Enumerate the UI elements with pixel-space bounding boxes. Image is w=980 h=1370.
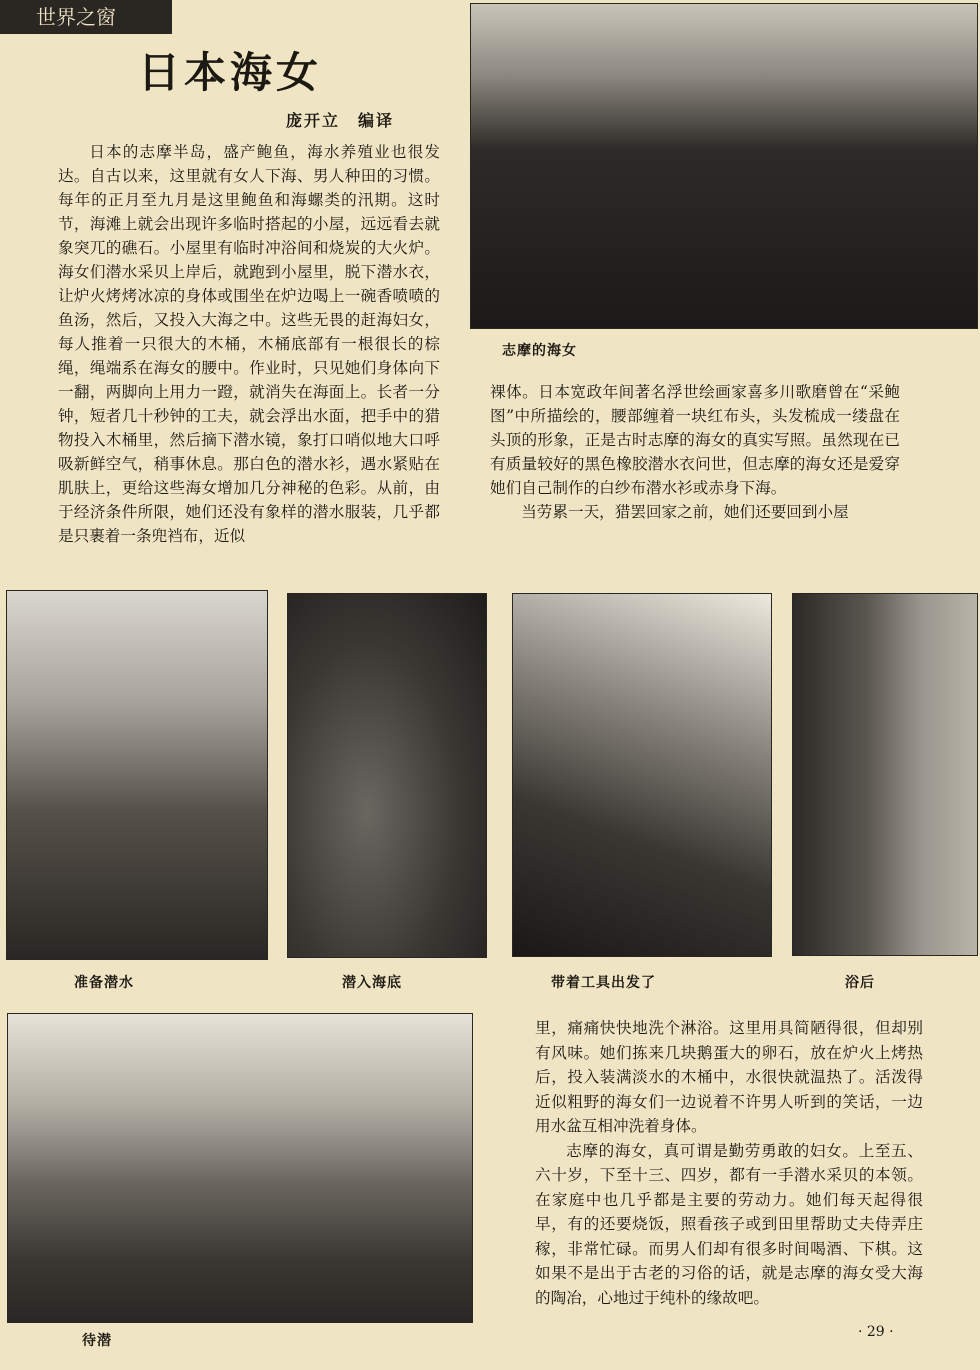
photo-set-out — [512, 593, 772, 957]
photo-prepare-dive — [6, 590, 268, 960]
section-tag: 世界之窗 — [0, 0, 172, 34]
caption-bath: 浴后 — [845, 975, 875, 991]
photo-portrait — [470, 3, 978, 329]
article-byline: 庞开立 编译 — [285, 111, 394, 130]
caption-setout: 带着工具出发了 — [551, 975, 656, 991]
photo-underwater — [287, 593, 487, 958]
body-paragraph: 志摩的海女，真可谓是勤劳勇敢的妇女。上至五、六十岁，下至十三、四岁，都有一手潜水采贝的本领。在家庭中也几乎都是主要的劳动力。她们每天起得很早，有的还要烧饭，照看孩子或到田里帮助丈夫侍弄庄稼，非常忙碌。而男人们却有很多时间喝酒、下棋。这如果不是出于古老的习俗的话，就是志摩的海女受大海的陶冶，心地过于纯朴的缘故吧。 — [535, 1141, 923, 1307]
body-column-2 — [490, 380, 900, 524]
body-paragraph: 里，痛痛快快地洗个淋浴。这里用具简陋得很，但却别有风味。她们拣来几块鹅蛋大的卵石，放在炉火上烤热后，投入装满淡水的木桶中，水很快就温热了。活泼得近似粗野的海女们一边说着不许男人听到的笑话，一边用水盆互相冲洗着身体。 — [535, 1019, 923, 1135]
article-title: 日本海女 — [137, 48, 322, 97]
photo-waiting — [7, 1013, 473, 1323]
photo-after-bath — [792, 593, 978, 956]
caption-portrait: 志摩的海女 — [502, 343, 577, 359]
body-paragraph: 当劳累一天，猎罢回家之前，她们还要回到小屋 — [521, 503, 849, 521]
caption-waiting: 待潜 — [82, 1333, 112, 1349]
body-column-1 — [58, 140, 440, 548]
body-paragraph: 日本的志摩半岛，盛产鲍鱼，海水养殖业也很发达。自古以来，这里就有女人下海、男人种田的习惯。每年的正月至九月是这里鲍鱼和海螺类的汛期。这时节，海滩上就会出现许多临时搭起的小屋，远远看去就象突兀的礁石。小屋里有临时冲浴间和烧炭的大火炉。海女们潜水采贝上岸后，就跑到小屋里，脱下潜水衣，让炉火烤烤冰凉的身体或围坐在炉边喝上一碗香喷喷的鱼汤，然后，又投入大海之中。这些无畏的赶海妇女，每人推着一只很大的木桶，木桶底部有一根很长的棕绳，绳端系在海女的腰中。作业时，只见她们身体向下一翻，两脚向上用力一蹬，就消失在海面上。长者一分钟，短者几十秒钟的工夫，就会浮出水面，把手中的猎物投入木桶里，然后摘下潜水镜，象打口哨似地大口呼吸新鲜空气，稍事休息。那白色的潜水衫，遇水紧贴在肌肤上，更给这些海女增加几分神秘的色彩。从前，由于经济条件所限，她们还没有象样的潜水服装，几乎都是只裹着一条兜裆布，近似 — [58, 143, 440, 545]
body-paragraph: 裸体。日本宽政年间著名浮世绘画家喜多川歌磨曾在“采鲍图”中所描绘的，腰部缠着一块红布头，头发梳成一缕盘在头顶的形象，正是古时志摩的海女的真实写照。虽然现在已有质量较好的黑色橡胶潜水衣问世，但志摩的海女还是爱穿她们自己制作的白纱布潜水衫或赤身下海。 — [490, 383, 900, 497]
body-column-3 — [535, 1016, 923, 1310]
page-number: · 29 · — [858, 1324, 894, 1340]
caption-dive: 潜入海底 — [342, 975, 402, 991]
caption-prepare: 准备潜水 — [74, 975, 134, 991]
